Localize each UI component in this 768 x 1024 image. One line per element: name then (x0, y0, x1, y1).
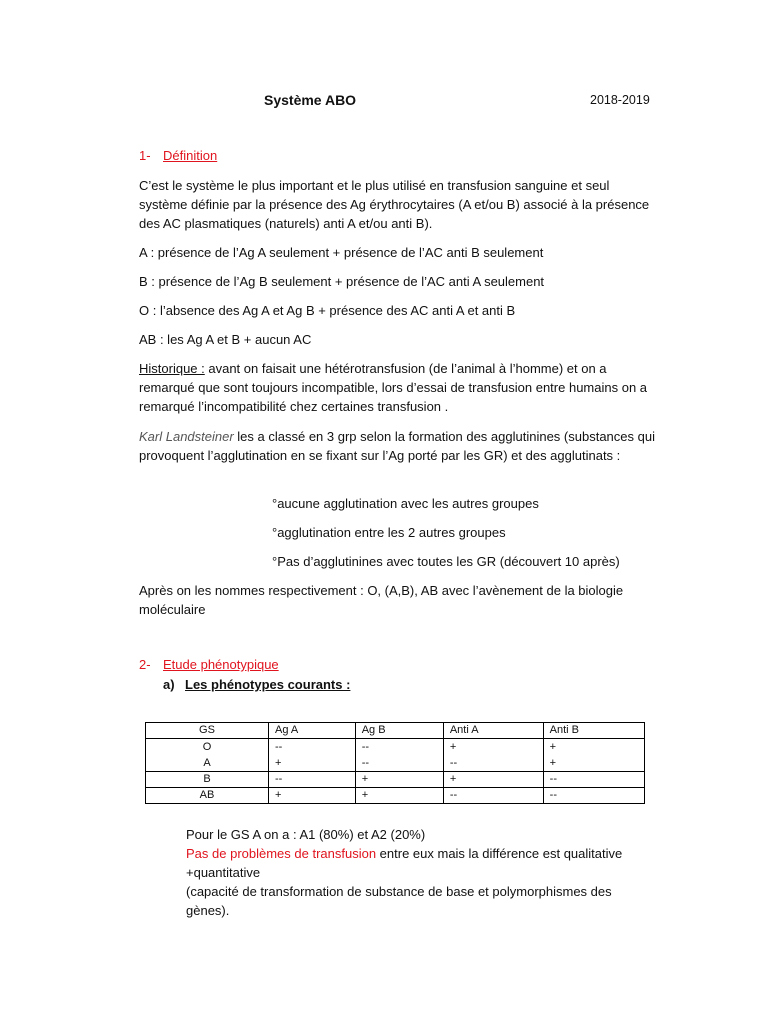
definition-paragraph: C’est le système le plus important et le plus utilisé en transfusion sanguine et seul système définie par la présence des Ag érythrocytaires (A et/ou B) associé à la présence des AC plasmatiques (naturels) anti A et/ou anti B). (139, 178, 650, 231)
group-b-line: B : présence de l’Ag B seulement + présence de l’AC anti A seulement (139, 274, 545, 289)
bullet-item: °agglutination entre les 2 autres groupes (272, 525, 506, 540)
cell-ag-b: + (355, 788, 443, 804)
header-ag-b: Ag B (355, 723, 443, 739)
no-transfusion-problem: Pas de problèmes de transfusion (186, 846, 377, 861)
landsteiner-paragraph (139, 427, 659, 465)
transfusion-note-text: entre eux mais la différence est qualitative +quantitative (186, 846, 623, 880)
header-ag-a: Ag A (269, 723, 356, 739)
cell-anti-a: -- (443, 788, 543, 804)
group-o-line: O : l’absence des Ag A et Ag B + présence des AC anti A et anti B (139, 303, 516, 318)
cell-anti-b: -- (543, 772, 644, 788)
bullet-item: °Pas d’agglutinines avec toutes les GR (découvert 10 après) (272, 554, 620, 569)
subsection-a-letter: a) (163, 677, 175, 692)
landsteiner-text: les a classé en 3 grp selon la formation des agglutinines (substances qui provoquent l’agglutination en se fixant sur l’Ag porté par les GR) et des agglutinats : (139, 429, 655, 463)
phenotype-table (145, 722, 645, 804)
cell-anti-a: + (443, 772, 543, 788)
cell-ag-a: -- (269, 772, 356, 788)
apres-paragraph: Après on les nommes respectivement : O, (A,B), AB avec l’avènement de la biologie moléculaire (139, 583, 624, 617)
landsteiner-name: Karl Landsteiner (139, 429, 234, 444)
cell-gs: B (146, 772, 269, 788)
table-row (146, 772, 645, 788)
table-row (146, 739, 645, 772)
pour-le-gs-line: Pour le GS A on a : A1 (80%) et A2 (20%) (186, 827, 426, 842)
cell-ag-b: -- -- (355, 739, 443, 772)
group-a-line: A : présence de l’Ag A seulement + présence de l’AC anti B seulement (139, 245, 544, 260)
section-2-label: Etude phénotypique (163, 657, 279, 672)
historique-paragraph (139, 359, 659, 416)
section-2-heading (139, 657, 279, 672)
document-title: Système ABO (264, 92, 357, 108)
cell-anti-b: + + (543, 739, 644, 772)
section-1-label: Définition (163, 148, 218, 163)
section-1-number: 1- (139, 148, 151, 163)
transfusion-note (186, 844, 636, 882)
header-gs: GS (146, 723, 269, 739)
capacite-note: (capacité de transformation de substance de base et polymorphismes des gènes). (186, 884, 612, 918)
bullet-item: °aucune agglutination avec les autres groupes (272, 496, 539, 511)
subsection-a-heading (163, 677, 350, 692)
academic-year: 2018-2019 (590, 93, 650, 107)
header-anti-b: Anti B (543, 723, 644, 739)
cell-anti-b: -- (543, 788, 644, 804)
cell-ag-b: + (355, 772, 443, 788)
section-1-heading (139, 148, 217, 163)
historique-label: Historique : (139, 361, 205, 376)
header-anti-a: Anti A (443, 723, 543, 739)
cell-gs: O A (146, 739, 269, 772)
cell-anti-a: + -- (443, 739, 543, 772)
section-2-number: 2- (139, 657, 151, 672)
cell-gs: AB (146, 788, 269, 804)
group-ab-line: AB : les Ag A et B + aucun AC (139, 332, 312, 347)
cell-ag-a: -- + (269, 739, 356, 772)
cell-ag-a: + (269, 788, 356, 804)
table-header-row (146, 723, 645, 739)
historique-text: avant on faisait une hétérotransfusion (de l’animal à l’homme) et on a remarqué que sont toujours incompatible, lors d’essai de transfusion entre humains on a remarqué l’incompatibilité chez certaines transfusion . (139, 361, 648, 414)
subsection-a-label: Les phénotypes courants : (185, 677, 351, 692)
table-row (146, 788, 645, 804)
